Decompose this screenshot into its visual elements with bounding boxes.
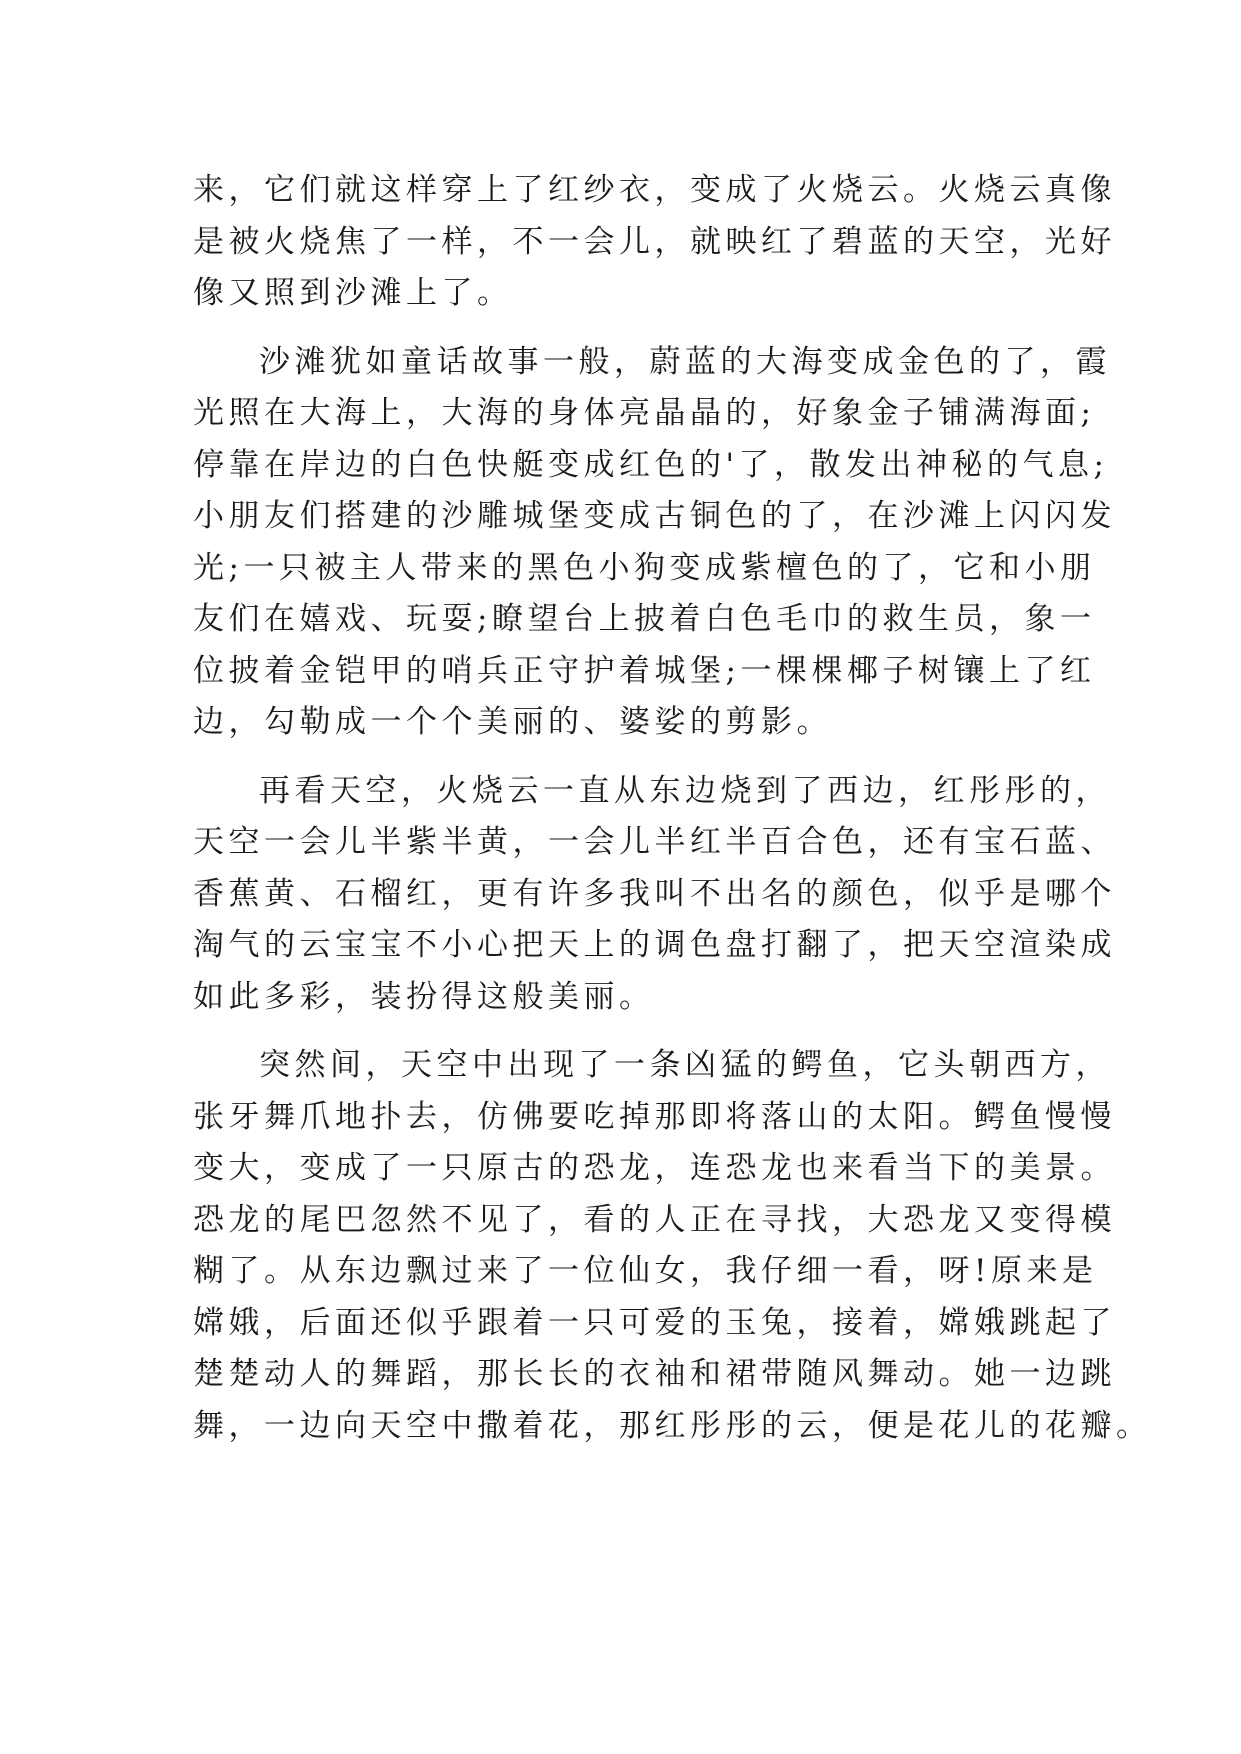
text-line: 突然间，天空中出现了一条凶猛的鳄鱼，它头朝西方， xyxy=(259,1047,1111,1083)
text-line: 像又照到沙滩上了。 xyxy=(193,275,513,311)
text-line: 淘气的云宝宝不小心把天上的调色盘打翻了，把天空渲染成 xyxy=(193,927,1116,963)
text-line: 楚楚动人的舞蹈，那长长的衣袖和裙带随风舞动。她一边跳 xyxy=(193,1356,1116,1392)
text-line: 香蕉黄、石榴红，更有许多我叫不出名的颜色，似乎是哪个 xyxy=(193,875,1116,912)
text-line: 停靠在岸边的白色快艇变成红色的'了，散发出神秘的气息; xyxy=(193,446,1109,483)
text-line: 边，勾勒成一个个美丽的、婆娑的剪影。 xyxy=(193,704,832,740)
text-line: 张牙舞爪地扑去，仿佛要吃掉那即将落山的太阳。鳄鱼慢慢 xyxy=(193,1098,1116,1135)
text-line: 变大，变成了一只原古的恐龙，连恐龙也来看当下的美景。 xyxy=(193,1150,1116,1186)
text-line: 小朋友们搭建的沙雕城堡变成古铜色的了，在沙滩上闪闪发 xyxy=(193,498,1116,534)
paragraph-3 xyxy=(193,766,1116,1024)
text-line: 舞，一边向天空中撒着花，那红彤彤的云，便是花儿的花瓣。 xyxy=(193,1407,1152,1444)
text-line: 如此多彩，装扮得这般美丽。 xyxy=(193,978,655,1015)
text-line: 沙滩犹如童话故事一般，蔚蓝的大海变成金色的了，霞 xyxy=(259,343,1111,380)
text-line: 光;一只被主人带来的黑色小狗变成紫檀色的了，它和小朋 xyxy=(193,549,1096,586)
paragraph-1 xyxy=(193,165,1116,320)
text-line: 来，它们就这样穿上了红纱衣，变成了火烧云。火烧云真像 xyxy=(193,172,1116,208)
text-line: 光照在大海上，大海的身体亮晶晶的，好象金子铺满海面; xyxy=(193,395,1096,431)
paragraph-2 xyxy=(193,337,1116,749)
text-line: 嫦娥，后面还似乎跟着一只可爱的玉兔，接着，嫦娥跳起了 xyxy=(193,1304,1116,1341)
document-body xyxy=(193,165,1152,1452)
text-line: 友们在嬉戏、玩耍;瞭望台上披着白色毛巾的救生员，象一 xyxy=(193,601,1096,637)
paragraph-4 xyxy=(193,1040,1152,1452)
text-line: 再看天空，火烧云一直从东边烧到了西边，红彤彤的， xyxy=(259,772,1111,809)
text-line: 恐龙的尾巴忽然不见了，看的人正在寻找，大恐龙又变得模 xyxy=(193,1201,1116,1238)
text-line: 位披着金铠甲的哨兵正守护着城堡;一棵棵椰子树镶上了红 xyxy=(193,652,1096,689)
text-line: 是被火烧焦了一样，不一会儿，就映红了碧蓝的天空，光好 xyxy=(193,223,1116,260)
text-line: 糊了。从东边飘过来了一位仙女，我仔细一看，呀!原来是 xyxy=(193,1253,1098,1289)
text-line: 天空一会儿半紫半黄，一会儿半红半百合色，还有宝石蓝、 xyxy=(193,824,1116,860)
